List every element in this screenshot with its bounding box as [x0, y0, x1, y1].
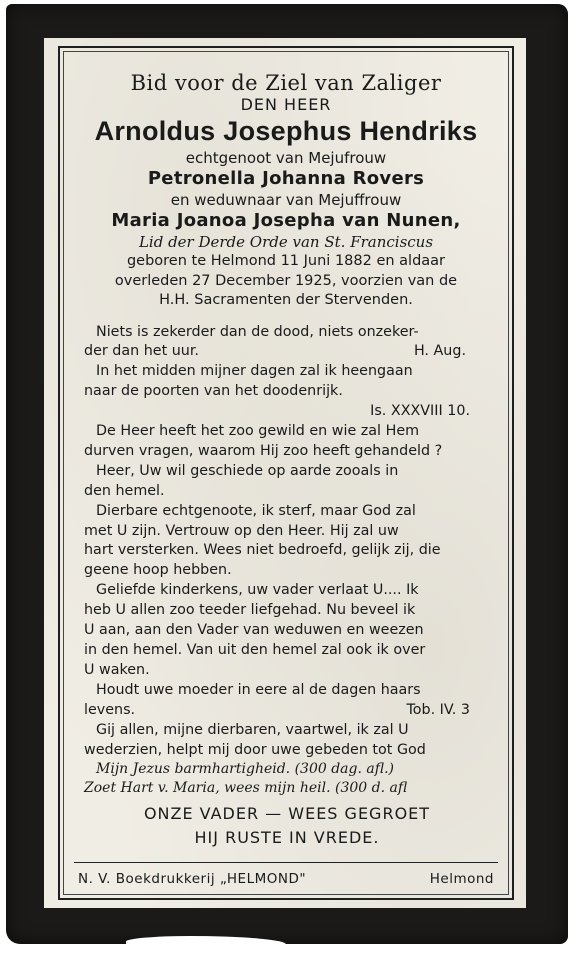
printed-frame [58, 46, 514, 900]
memorial-text [70, 323, 502, 851]
text-line [84, 342, 490, 362]
citation: Tob. IV. 3 [406, 701, 470, 718]
indulgence-prayer: Mijn Jezus barmhartigheid. (300 dag. afl.) [96, 761, 394, 778]
spouse-intro: echtgenoot van Mejufrouw [185, 149, 387, 167]
printer-city: Helmond [429, 871, 494, 888]
text-line: hart versterken. Wees niet bedroefd, gelijk zij, die [84, 542, 441, 559]
text-line [84, 701, 490, 721]
text-line: De Heer heeft het zoo gewild en wie zal Hem [96, 423, 420, 440]
text-line: Heer, Uw wil geschiede op aarde zooals in [96, 462, 399, 479]
text-line: Dierbare echtgenoote, ik sterf, maar God zal [96, 502, 416, 519]
card-content [70, 70, 502, 887]
text-line: durven vragen, waarom Hij zoo heeft gehandeld ? [84, 442, 443, 459]
indulgence-prayer: Zoet Hart v. Maria, wees mijn heil. (300 d. afl [84, 780, 408, 797]
text-line: U waken. [84, 661, 150, 678]
text-line: heb U allen zoo teeder liefgehad. Nu beveel ik [84, 602, 416, 619]
printer-name: N. V. Boekdrukkerij „HELMOND" [78, 871, 307, 888]
text-line: in den hemel. Van uit den hemel zal ook ik over [84, 642, 426, 658]
memorial-card [6, 4, 568, 944]
text-line: met U zijn. Vertrouw op den Heer. Hij zal uw [84, 522, 399, 539]
text-fragment: levens. [84, 701, 136, 718]
text-line: geene hoop hebben. [84, 562, 232, 579]
order-membership: Lid der Derde Orde van St. Franciscus [138, 233, 434, 251]
text-line: Geliefde kinderkens, uw vader verlaat U.... Ik [96, 582, 419, 599]
citation: Is. XXXVIII 10. [370, 403, 470, 420]
text-line: den hemel. [84, 482, 165, 499]
text-line: Houdt uwe moeder in eere al de dagen haars [96, 681, 421, 698]
rest-in-peace: HIJ RUSTE IN VREDE. [194, 828, 380, 848]
text-line: Niets is zekerder dan de dood, niets onzeker- [96, 323, 419, 340]
card-paper [44, 38, 526, 908]
text-line: U aan, aan den Vader van weduwen en weezen [84, 622, 424, 639]
closing-prayers: ONZE VADER — WEES GEGROET [143, 804, 431, 824]
printer-imprint [70, 871, 502, 887]
death-line: overleden 27 December 1925, voorzien van de [114, 272, 458, 289]
text-line: In het midden mijner dagen zal ik heengaan [96, 363, 413, 380]
prayer-request-heading: Bid voor de Ziel van Zaliger [130, 71, 442, 95]
widower-intro: en weduwnaar van Mejuffrouw [170, 191, 402, 209]
text-line: Gij allen, mijne dierbaren, vaartwel, ik zal U [96, 721, 409, 738]
first-wife-name: Maria Joanoa Josepha van Nunen, [111, 210, 461, 231]
title-den-heer: DEN HEER [240, 95, 332, 114]
sacraments-line: H.H. Sacramenten der Stervenden. [159, 292, 413, 308]
spouse-name: Petronella Johanna Rovers [147, 168, 425, 189]
text-line: naar de poorten van het doodenrijk. [84, 383, 343, 400]
citation: H. Aug. [413, 343, 466, 360]
text-fragment: der dan het uur. [84, 343, 199, 360]
text-line: wederzien, helpt mij door uwe gebeden tot God [84, 741, 426, 758]
deceased-name: Arnoldus Josephus Hendriks [94, 116, 478, 146]
footer-divider [74, 862, 498, 863]
birth-line: geboren te Helmond 11 Juni 1882 en aldaar [126, 253, 446, 269]
